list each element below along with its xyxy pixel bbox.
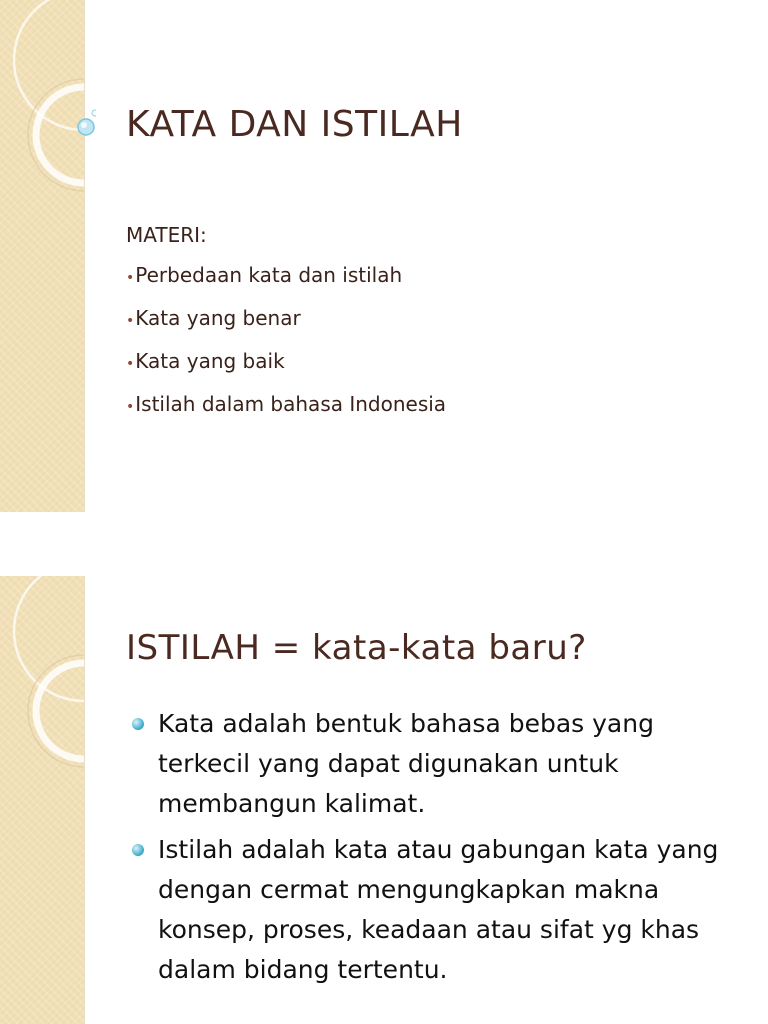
decorative-gutter: [0, 0, 84, 512]
decorative-circles-icon: [0, 0, 84, 512]
blue-orb-icon: [132, 718, 144, 730]
dot-icon: •: [126, 313, 135, 329]
decorative-circles-icon: [0, 576, 84, 1024]
blue-orb-icon: [132, 844, 144, 856]
bullet-item: [130, 704, 730, 824]
bullet-text: Istilah adalah kata atau gabungan kata yang dengan cermat mengungkapkan makna konsep, proses, keadaan atau sifat yg khas dalam bidang tertentu.: [158, 835, 719, 984]
dot-icon: •: [126, 356, 135, 372]
gutter-divider: [84, 576, 85, 1024]
materi-item-text: Kata yang benar: [135, 306, 301, 330]
gutter-divider: [84, 0, 85, 512]
bullet-list: [130, 704, 730, 996]
slide-title: KATA DAN ISTILAH: [126, 104, 463, 145]
materi-heading: MATERI:: [126, 223, 207, 247]
orb-icon: [76, 108, 96, 138]
materi-item: [126, 255, 446, 298]
materi-item-text: Kata yang baik: [135, 349, 285, 373]
materi-item: [126, 341, 446, 384]
slide-title: ISTILAH = kata-kata baru?: [126, 628, 587, 668]
materi-list: [126, 215, 446, 427]
decorative-gutter: [0, 576, 84, 1024]
materi-item: [126, 384, 446, 427]
materi-item: [126, 298, 446, 341]
materi-item-text: Perbedaan kata dan istilah: [135, 263, 403, 287]
slide-2: [0, 576, 768, 1024]
materi-item-text: Istilah dalam bahasa Indonesia: [135, 392, 447, 416]
bullet-item: [130, 830, 730, 990]
dot-icon: •: [126, 399, 135, 415]
dot-icon: •: [126, 270, 135, 286]
bullet-text: Kata adalah bentuk bahasa bebas yang terkecil yang dapat digunakan untuk membangun kalimat.: [158, 709, 654, 818]
